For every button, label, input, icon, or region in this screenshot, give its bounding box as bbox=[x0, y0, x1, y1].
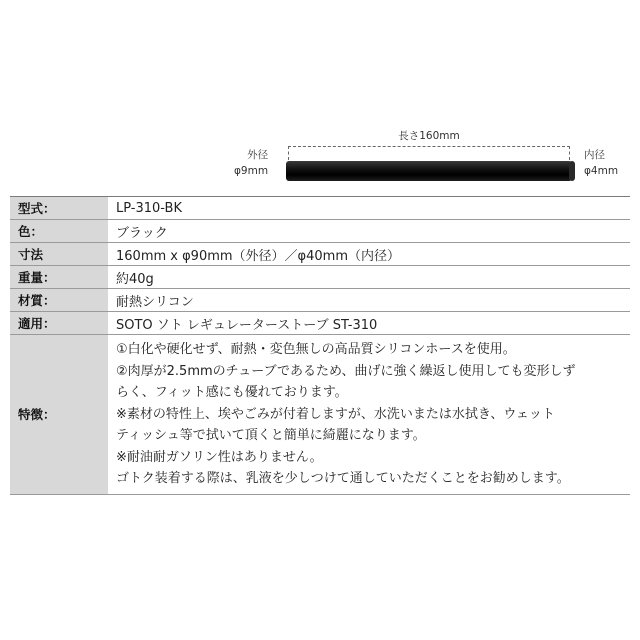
outer-diameter-title: 外径 bbox=[247, 149, 269, 161]
feature-line: ②肉厚が2.5mmのチューブであるため、曲げに強く繰返し使用しても変形しず bbox=[116, 363, 576, 379]
outer-diameter-value: φ9mm bbox=[234, 165, 269, 177]
spec-row-material bbox=[10, 289, 630, 312]
spec-key: 適用： bbox=[10, 312, 108, 335]
spec-value: 耐熱シリコン bbox=[108, 289, 630, 312]
product-diagram bbox=[0, 0, 640, 195]
feature-line: ゴトク装着する際は、乳液を少しつけて通していただくことをお勧めします。 bbox=[116, 471, 570, 486]
inner-diameter-label bbox=[584, 147, 618, 179]
spec-key: 材質： bbox=[10, 289, 108, 312]
features-text bbox=[108, 335, 630, 495]
inner-diameter-title: 内径 bbox=[584, 149, 605, 161]
spec-row-model bbox=[10, 197, 630, 220]
feature-line: ※素材の特性上、埃やごみが付着しますが、水洗いまたは水拭き、ウェット bbox=[116, 406, 555, 422]
spec-table bbox=[10, 196, 630, 495]
feature-line: ①白化や硬化せず、耐熱・変色無しの高品質シリコンホースを使用。 bbox=[116, 342, 516, 357]
spec-value: 約40g bbox=[108, 266, 630, 289]
length-label: 長さ160mm bbox=[398, 130, 460, 142]
spec-row-compatibility bbox=[10, 312, 630, 335]
spec-row-dimensions bbox=[10, 243, 630, 266]
spec-key: 重量： bbox=[10, 266, 108, 289]
feature-line: ※耐油耐ガソリン性はありません。 bbox=[116, 449, 323, 465]
spec-key: 寸法 bbox=[10, 243, 108, 266]
feature-line: らく、フィット感にも優れております。 bbox=[116, 385, 348, 400]
inner-diameter-value: φ4mm bbox=[584, 165, 619, 177]
silicone-tube-image bbox=[286, 161, 572, 181]
spec-row-weight bbox=[10, 266, 630, 289]
spec-value: SOTO ソト レギュレーターストーブ ST-310 bbox=[108, 312, 630, 335]
spec-value: LP-310-BK bbox=[108, 197, 630, 220]
spec-key: 型式： bbox=[10, 197, 108, 220]
spec-key: 色： bbox=[10, 220, 108, 243]
tube-end bbox=[569, 161, 575, 181]
spec-key: 特徴： bbox=[10, 335, 108, 495]
spec-value: 160mm x φ90mm（外径）／φ40mm（内径） bbox=[108, 243, 630, 266]
spec-value: ブラック bbox=[108, 220, 630, 243]
length-dimension-line bbox=[288, 146, 570, 160]
spec-row-color bbox=[10, 220, 630, 243]
spec-row-features bbox=[10, 335, 630, 495]
outer-diameter-label bbox=[234, 147, 268, 179]
feature-line: ティッシュ等で拭いて頂くと簡単に綺麗になります。 bbox=[116, 428, 426, 443]
